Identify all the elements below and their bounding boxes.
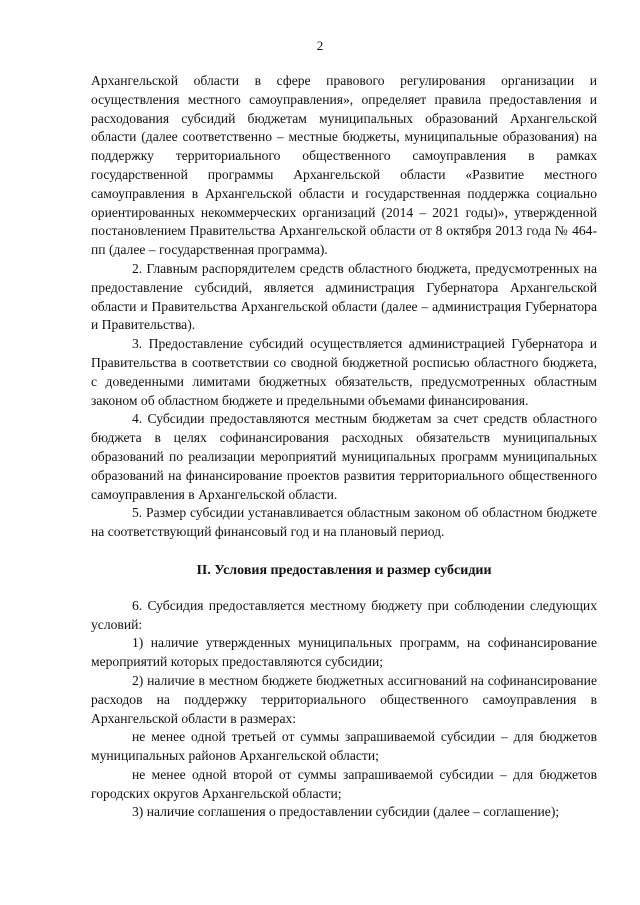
condition-item-2: 2) наличие в местном бюджете бюджетных ассигнований на софинансирование расходов на поддержку территориального общественного самоуправления в Архангельской области в размерах: bbox=[91, 672, 597, 726]
page-number: 2 bbox=[316, 38, 324, 53]
paragraph-item-4: 4. Субсидии предоставляются местным бюджетам за счет средств областного бюджета в целях софинансирования расходных обязательств муниципальных образований по реализации мероприятий муниципальных программ муниципальных образований на финансирование проектов развития территориального общественного самоуправления в Архангельской области. bbox=[91, 411, 597, 502]
document-body bbox=[91, 72, 597, 822]
paragraph-item-2: 2. Главным распорядителем средств областного бюджета, предусмотренных на предоставление субсидий, является администрация Губернатора Архангельской области и Правительства Архангельской области (далее – администрация Губернатора и Правительства). bbox=[91, 260, 597, 333]
section-heading: II. Условия предоставления и размер субсидии bbox=[196, 562, 492, 578]
paragraph-item-3: 3. Предоставление субсидий осуществляется администрацией Губернатора и Правительства в соответствии со сводной бюджетной росписью областного бюджета, с доведенными лимитами бюджетных обязательств, предусмотренных областным законом об областном бюджете и предельными объемами финансирования. bbox=[91, 336, 597, 408]
condition-subitem-districts: не менее одной третьей от суммы запрашиваемой субсидии – для бюджетов муниципальных районов Архангельской области; bbox=[91, 729, 597, 764]
condition-item-3: 3) наличие соглашения о предоставлении субсидии (далее – соглашение); bbox=[132, 804, 560, 820]
paragraph-continuation: Архангельской области в сфере правового регулирования организации и осуществления местного самоуправления», определяет правила предоставления и расходования субсидий бюджетам муниципальных образований Архангельской области (далее соответственно – местные бюджеты, муниципальные образования) на поддержку территориального общественного самоуправления в рамках государственной программы Архангельской области «Развитие местного самоуправления в Архангельской области и государственная поддержка социально ориентированных некоммерческих организаций (2014 – 2021 годы)», утвержденной постановлением Правительства Архангельской области от 8 октября 2013 года № 464-пп (далее – государственная программа). bbox=[91, 73, 597, 258]
paragraph-item-5: 5. Размер субсидии устанавливается областным законом об областном бюджете на соответствующий финансовый год и на плановый период. bbox=[91, 505, 597, 540]
paragraph-item-6: 6. Субсидия предоставляется местному бюджету при соблюдении следующих условий: bbox=[91, 597, 597, 632]
condition-item-1: 1) наличие утвержденных муниципальных программ, на софинансирование мероприятий которых предоставляются субсидии; bbox=[91, 635, 597, 670]
condition-subitem-city-districts: не менее одной второй от суммы запрашиваемой субсидии – для бюджетов городских округов Архангельской области; bbox=[91, 766, 597, 801]
